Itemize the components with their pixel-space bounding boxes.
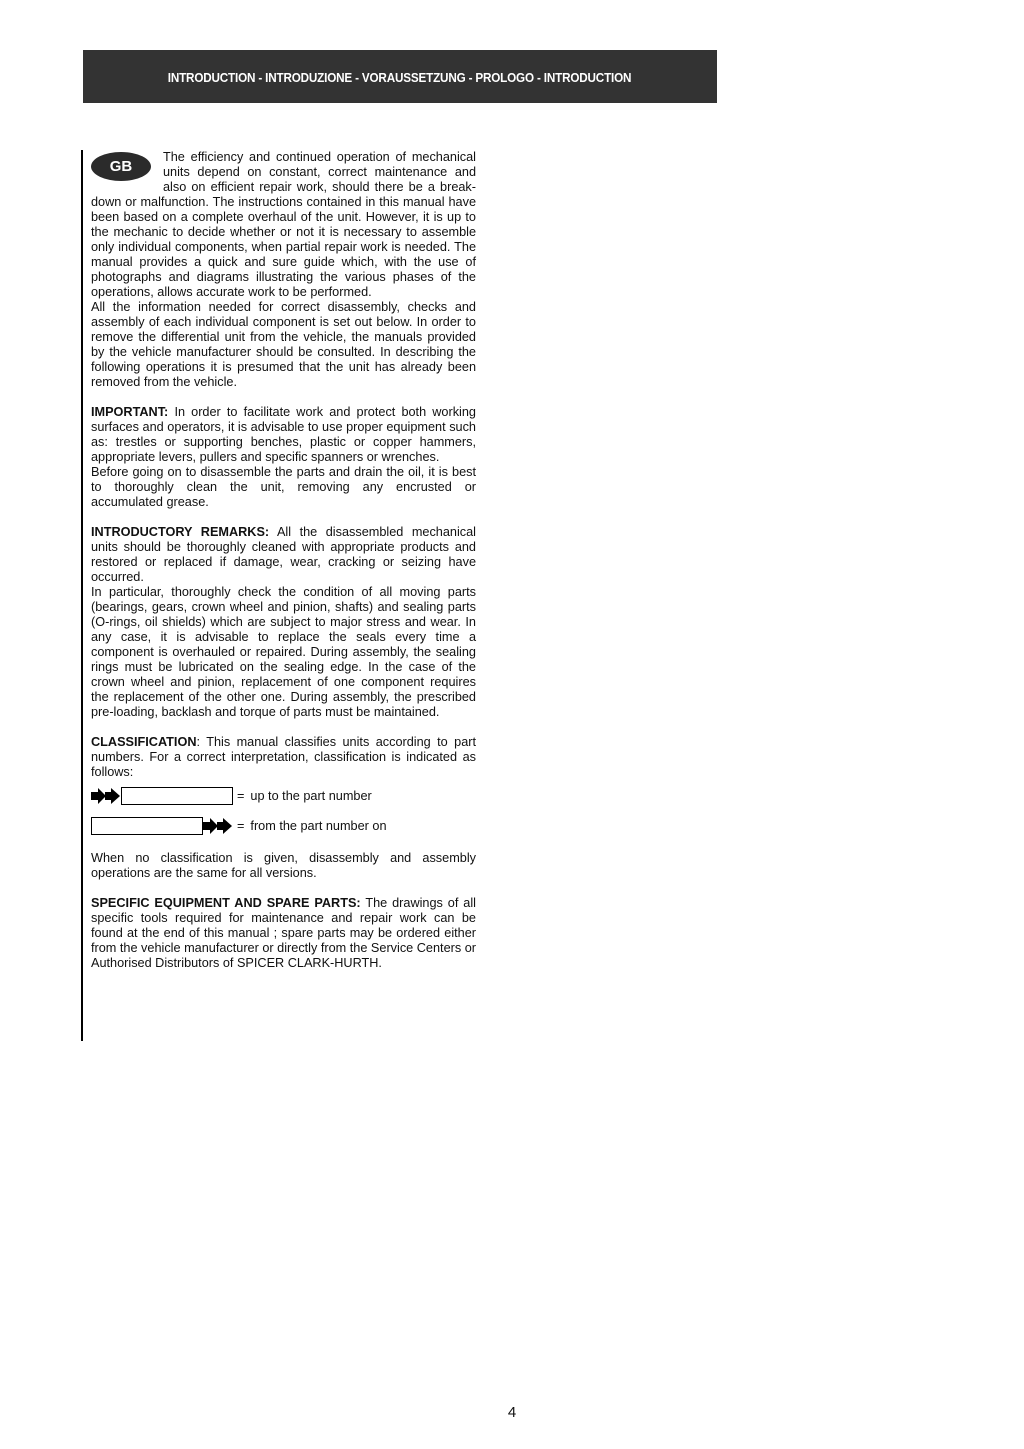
up-to-label: up to the part number [250, 788, 372, 803]
equals-sign: = [237, 788, 245, 803]
gb-section [91, 150, 476, 971]
part-number-box [91, 817, 203, 835]
equipment-text: The drawings of all specific tools required for maintenance and repair work can be found at the end of this manual ; spare parts may be ordered either from the vehicle manufacturer or directly from the Service Centers or Authorised Distributors of SPICER CLARK-HURTH. [91, 896, 476, 970]
remarks-paragraph [91, 525, 476, 585]
important-heading: IMPORTANT: [91, 405, 169, 419]
classification-paragraph [91, 735, 476, 780]
section-title: INTRODUCTION - INTRODUZIONE - VORAUSSETZUNG - PROLOGO - INTRODUCTION [168, 70, 632, 85]
important-paragraph-2: Before going on to disassemble the parts and drain the oil, it is best to thoroughly clean the unit, removing any encrusted or accumulated grease. [91, 465, 476, 509]
classification-heading: CLASSIFICATION [91, 735, 197, 749]
intro-paragraph-2: All the information needed for correct disassembly, checks and assembly of each individual component is set out below. In order to remove the differential unit from the vehicle, the manuals provided by the vehicle manufacturer should be consulted. In describing the following operations it is presumed that the unit has already been removed from the vehicle. [91, 300, 476, 389]
language-badge-gb [91, 152, 151, 181]
language-badge-label: GB [109, 158, 133, 175]
language-side-rule [81, 150, 83, 1041]
remarks-text: All the disassembled mechanical units should be thoroughly cleaned with appropriate products and restored or replaced if damage, wear, cracking or seizing have occurred. [91, 525, 476, 584]
classification-from-row [91, 816, 476, 836]
equipment-heading: SPECIFIC EQUIPMENT AND SPARE PARTS: [91, 896, 361, 910]
equipment-paragraph [91, 896, 476, 971]
classification-text: : This manual classifies units according to part numbers. For a correct interpretation, classification is indicated as follows: [91, 735, 476, 779]
classification-up-to-row [91, 786, 476, 806]
page-number: 4 [507, 1404, 517, 1421]
from-label: from the part number on [250, 818, 387, 833]
remarks-heading: INTRODUCTORY REMARKS: [91, 525, 270, 539]
double-arrow-right-icon [203, 817, 233, 835]
double-arrow-right-icon [91, 787, 121, 805]
remarks-paragraph-2: In particular, thoroughly check the condition of all moving parts (bearings, gears, crown wheel and pinion, shafts) and sealing parts (O-rings, oil shields) which are subject to major stress and wear. In any case, it is advisable to replace the seals every time a component is overhauled or repaired. During assembly, the sealing rings must be lubricated on the sealing edge. In the case of the crown wheel and pinion, replacement of one component requires the replacement of the other one. During assembly, the prescribed pre-loading, backlash and torque of parts must be maintained. [91, 585, 476, 719]
intro-paragraph-1: The efficiency and continued operation of mechanical units depend on constant, correct maintenance and also on efficient repair work, should there be a break-down or malfunction. The instructions contained in this manual have been based on a complete overhaul of the unit. However, it is up to the mechanic to decide whether or not it is necessary to assemble only individual components, when partial repair work is needed. The manual provides a quick and sure guide which, with the use of photographs and diagrams illustrating the various phases of the operations, allows accurate work to be performed. [91, 150, 476, 299]
part-number-box [121, 787, 233, 805]
important-text: In order to facilitate work and protect both working surfaces and operators, it is advisable to use proper equipment such as: trestles or supporting benches, plastic or copper hammers, appropriate levers, pullers and specific spanners or wrenches. [91, 405, 476, 464]
classification-note: When no classification is given, disassembly and assembly operations are the same for all versions. [91, 851, 476, 880]
section-header [83, 50, 717, 103]
equals-sign: = [237, 818, 245, 833]
important-paragraph [91, 405, 476, 465]
